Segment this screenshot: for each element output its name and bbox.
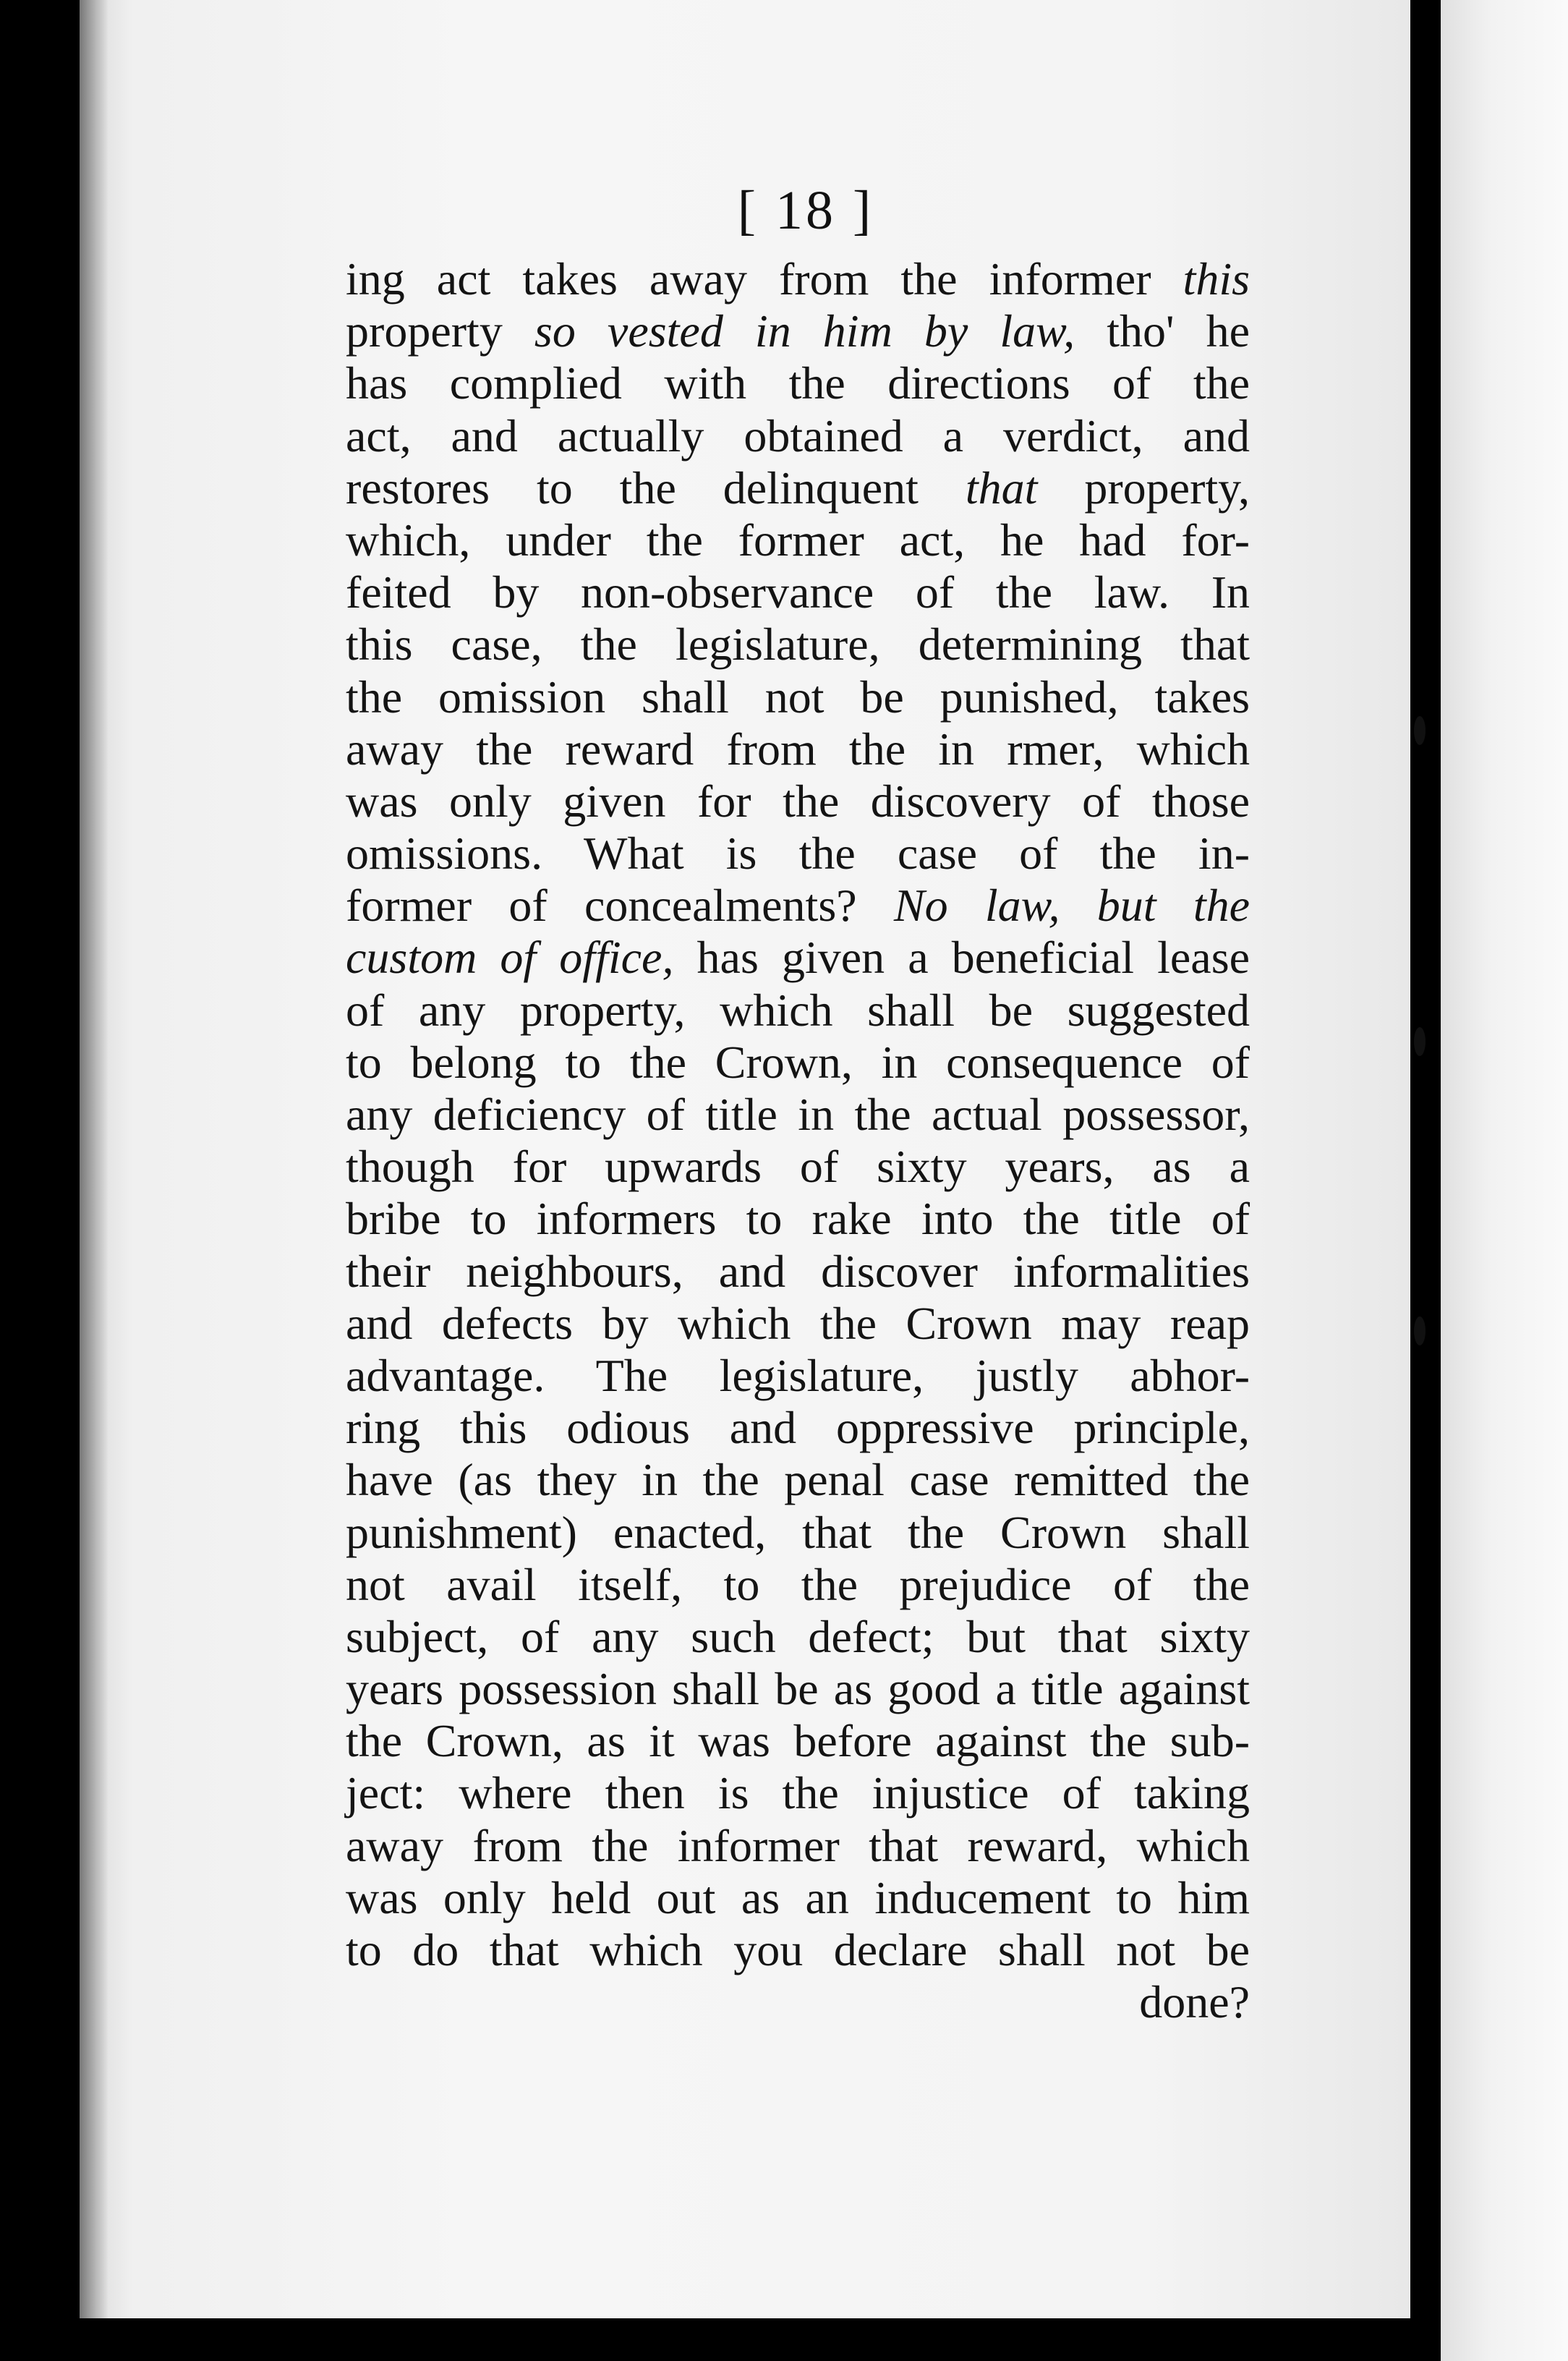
text-line: [346, 1037, 1250, 1089]
page-number: [0, 179, 1568, 242]
text-run: has given a beneficial lease: [673, 932, 1250, 984]
italic-text: this: [1183, 253, 1250, 305]
italic-text: so vested in him by law,: [534, 305, 1075, 357]
text-run: omissions. What is the case of the in-: [346, 828, 1250, 880]
text-line: [346, 1715, 1250, 1767]
text-line: [346, 462, 1250, 514]
italic-text: custom of office,: [346, 932, 674, 984]
text-line: [346, 1611, 1250, 1663]
text-line: [346, 723, 1250, 775]
text-run: restores to the delinquent: [346, 461, 966, 514]
text-line: [346, 1872, 1250, 1924]
text-run: done?: [1139, 1976, 1250, 2028]
text-line: [346, 1507, 1250, 1559]
text-run: away from the informer that reward, which: [346, 1819, 1250, 1871]
facing-page-edge: [1441, 0, 1568, 2361]
text-run: the omission shall not be punished, takes: [346, 671, 1250, 723]
text-run: years possession shall be as good a title against: [346, 1663, 1250, 1715]
italic-text: that: [965, 461, 1038, 514]
scan-edge-bottom: [80, 2318, 1410, 2361]
body-text: [346, 253, 1250, 2028]
text-run: though for upwards of sixty years, as a: [346, 1141, 1250, 1193]
text-line: [346, 1193, 1250, 1245]
text-run: ring this odious and oppressive principle,: [346, 1402, 1250, 1454]
text-line: [346, 932, 1250, 984]
text-run: has complied with the directions of the: [346, 357, 1250, 409]
text-run: was only held out as an inducement to him: [346, 1871, 1250, 1923]
text-run: have (as they in the penal case remitted the: [346, 1454, 1250, 1506]
text-run: and defects by which the Crown may reap: [346, 1297, 1250, 1349]
text-run: the Crown, as it was before against the sub-: [346, 1715, 1250, 1767]
text-run: punishment) enacted, that the Crown shall: [346, 1506, 1250, 1558]
text-run: was only given for the discovery of those: [346, 775, 1250, 827]
text-line: [346, 566, 1250, 618]
text-line: [346, 1089, 1250, 1141]
text-run: their neighbours, and discover informalities: [346, 1245, 1250, 1297]
binding-shadow: [80, 0, 108, 2318]
ink-speck: [1414, 1027, 1426, 1056]
text-run: tho' he: [1075, 305, 1250, 357]
text-line: [346, 1141, 1250, 1193]
text-run: which, under the former act, he had for-: [346, 514, 1250, 566]
text-line: [346, 880, 1250, 932]
text-line: [346, 1976, 1250, 2028]
text-run: this case, the legislature, determining that: [346, 618, 1250, 671]
text-line: [346, 1924, 1250, 1976]
text-run: subject, of any such defect; but that sixty: [346, 1610, 1250, 1662]
text-line: [346, 1298, 1250, 1350]
text-run: ject: where then is the injustice of taking: [346, 1767, 1250, 1819]
text-run: feited by non-observance of the law. In: [346, 566, 1250, 618]
scan-edge-left: [0, 0, 80, 2361]
text-line: [346, 253, 1250, 305]
text-run: property: [346, 305, 534, 357]
text-run: any deficiency of title in the actual possessor,: [346, 1089, 1250, 1140]
text-line: [346, 357, 1250, 409]
text-run: to belong to the Crown, in consequence of: [346, 1036, 1250, 1088]
italic-text: No law, but the: [893, 880, 1250, 932]
text-line: [346, 305, 1250, 357]
text-line: [346, 775, 1250, 828]
ink-speck: [1414, 1316, 1426, 1345]
text-run: property,: [1037, 461, 1250, 514]
gutter-rule: [1410, 0, 1441, 2361]
page-number-text: [ 18 ]: [737, 180, 874, 241]
text-line: [346, 1246, 1250, 1298]
text-run: to do that which you declare shall not be: [346, 1924, 1250, 1975]
text-line: [346, 1663, 1250, 1715]
text-line: [346, 828, 1250, 880]
text-run: act, and actually obtained a verdict, and: [346, 409, 1250, 461]
text-line: [346, 671, 1250, 723]
text-line: [346, 410, 1250, 462]
text-line: [346, 1559, 1250, 1611]
ink-speck: [1414, 716, 1426, 745]
text-run: away the reward from the in rmer, which: [346, 723, 1250, 775]
text-line: [346, 1767, 1250, 1819]
text-run: of any property, which shall be suggested: [346, 984, 1250, 1036]
text-line: [346, 984, 1250, 1037]
text-line: [346, 514, 1250, 566]
text-run: ing act takes away from the informer: [346, 253, 1183, 305]
text-run: bribe to informers to rake into the title of: [346, 1193, 1250, 1245]
text-run: former of concealments?: [346, 880, 894, 932]
text-line: [346, 1402, 1250, 1454]
text-run: not avail itself, to the prejudice of the: [346, 1558, 1250, 1610]
text-line: [346, 1820, 1250, 1872]
text-run: advantage. The legislature, justly abhor-: [346, 1349, 1250, 1401]
text-line: [346, 1454, 1250, 1506]
text-line: [346, 1350, 1250, 1402]
text-line: [346, 618, 1250, 671]
